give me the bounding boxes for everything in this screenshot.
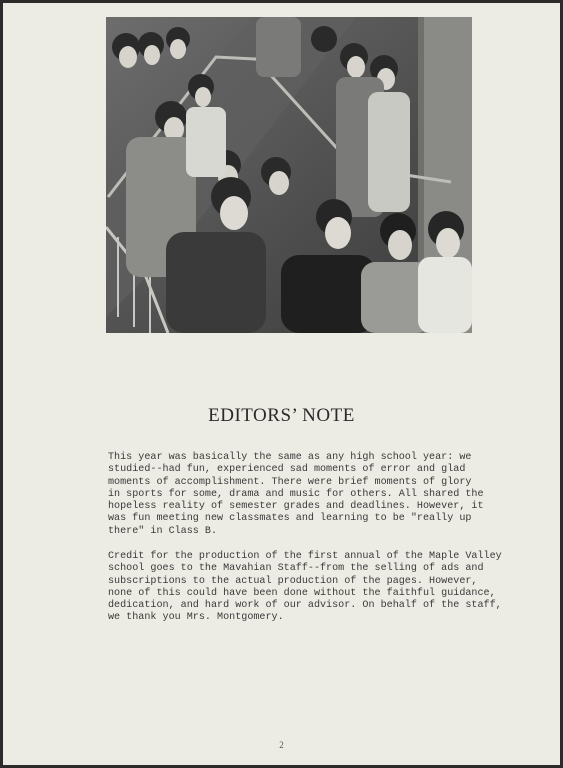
paragraph-line: in sports for some, drama and music for others. All shared the [108, 488, 484, 500]
yearbook-page [3, 3, 560, 765]
stairway-students-photo [106, 17, 472, 333]
paragraph-line: none of this could have been done without the faithful guidance, [108, 587, 496, 599]
paragraph-line: studied--had fun, experienced sad moments of error and glad [108, 464, 466, 476]
paragraph-line: dedication, and hard work of our advisor. On behalf of the staff, [108, 600, 502, 612]
paragraph-line: we thank you Mrs. Montgomery. [108, 612, 284, 624]
paragraph-line: hopeless reality of semester grades and deadlines. However, it [108, 501, 484, 513]
paragraph-line: Credit for the production of the first annual of the Maple Valley [108, 551, 502, 562]
page-number: 2 [279, 740, 284, 750]
page-title: EDITORS’ NOTE [208, 405, 355, 426]
paragraph-line: moments of accomplishment. There were brief moments of glory [108, 476, 472, 488]
paragraph-line: was fun meeting new classmates and learning to be "really up [108, 513, 472, 525]
paragraph-line: subscriptions to the actual production of the pages. However, [108, 575, 478, 587]
paragraph-line: school goes to the Mavahian Staff--from the selling of ads and [108, 563, 484, 575]
paragraph-1 [108, 452, 484, 538]
paragraph-line: This year was basically the same as any high school year: we [108, 452, 472, 463]
paragraph-2 [108, 551, 502, 625]
photo-illustration [106, 17, 472, 333]
paragraph-line: there" in Class B. [108, 525, 218, 537]
